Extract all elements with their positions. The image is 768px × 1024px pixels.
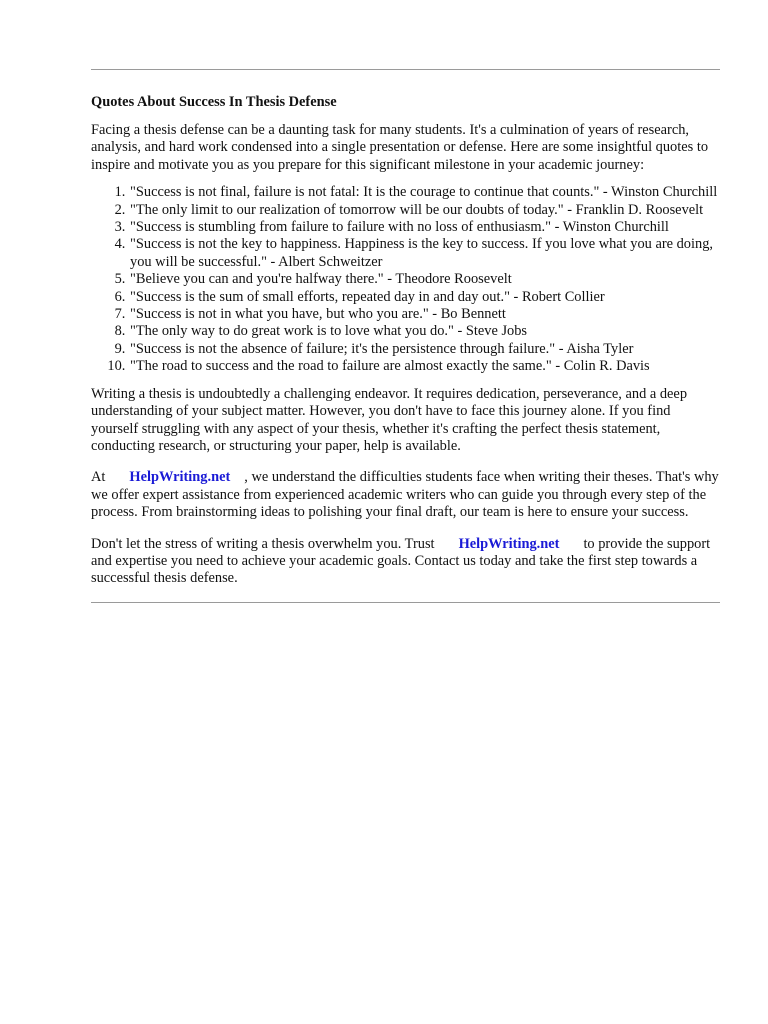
closing-paragraph: [91, 536, 720, 588]
service-paragraph-rest: , we understand the difficulties students face when writing their theses. That's why we offer expert assistance from experienced academic writers who can guide you through every step of the process. From brainstorming ideas to polishing your final draft, our team is here to ensure your success.: [91, 469, 719, 521]
service-paragraph: [91, 469, 720, 521]
list-item: 7. "Success is not in what you have, but who you are." - Bo Bennett: [129, 306, 720, 323]
list-item: 9. "Success is not the absence of failure; it's the persistence through failure." - Aisha Tyler: [129, 341, 720, 358]
intro-paragraph: Facing a thesis defense can be a daunting task for many students. It's a culmination of years of research, analysis, and hard work condensed into a single presentation or defense. Here are some insightful quotes to inspire and motivate you as you prepare for this significant milestone in your academic journey:: [91, 122, 709, 173]
document-page: [91, 69, 720, 603]
list-item: 3. "Success is stumbling from failure to failure with no loss of enthusiasm." - Winston Churchill: [129, 219, 720, 236]
list-item: 2. "The only limit to our realization of tomorrow will be our doubts of today." - Franklin D. Roosevelt: [129, 202, 720, 219]
list-item: 4. "Success is not the key to happiness. Happiness is the key to success. If you love what you are doing, you will be successful." - Albert Schweitzer: [129, 236, 720, 271]
list-item: 6. "Success is the sum of small efforts, repeated day in and day out." - Robert Collier: [129, 289, 720, 306]
service-paragraph-lead: At: [91, 469, 106, 486]
bottom-divider: [91, 602, 720, 603]
quotes-list: [91, 184, 720, 375]
closing-paragraph-rest: to provide the support and expertise you need to achieve your academic goals. Contact us today and take the first step towards a successful thesis defense.: [91, 535, 711, 587]
top-divider: [91, 69, 720, 70]
closing-paragraph-lead: Don't let the stress of writing a thesis overwhelm you. Trust: [91, 535, 435, 552]
helpwriting-link[interactable]: HelpWriting.net: [129, 469, 231, 486]
list-item: 8. "The only way to do great work is to love what you do." - Steve Jobs: [129, 323, 720, 340]
helpwriting-link[interactable]: HelpWriting.net: [458, 535, 560, 552]
list-item: 5. "Believe you can and you're halfway there." - Theodore Roosevelt: [129, 271, 720, 288]
list-item: 1. "Success is not final, failure is not fatal: It is the courage to continue that counts." - Winston Churchill: [129, 184, 720, 201]
help-paragraph: Writing a thesis is undoubtedly a challenging endeavor. It requires dedication, perseverance, and a deep understanding of your subject matter. However, you don't have to face this journey alone. If you find yourself struggling with any aspect of your thesis, whether it's crafting the perfect thesis statement, conducting research, or structuring your paper, help is available.: [91, 385, 688, 454]
list-item: 10. "The road to success and the road to failure are almost exactly the same." - Colin R. Davis: [129, 358, 720, 375]
document-title: Quotes About Success In Thesis Defense: [91, 94, 337, 110]
